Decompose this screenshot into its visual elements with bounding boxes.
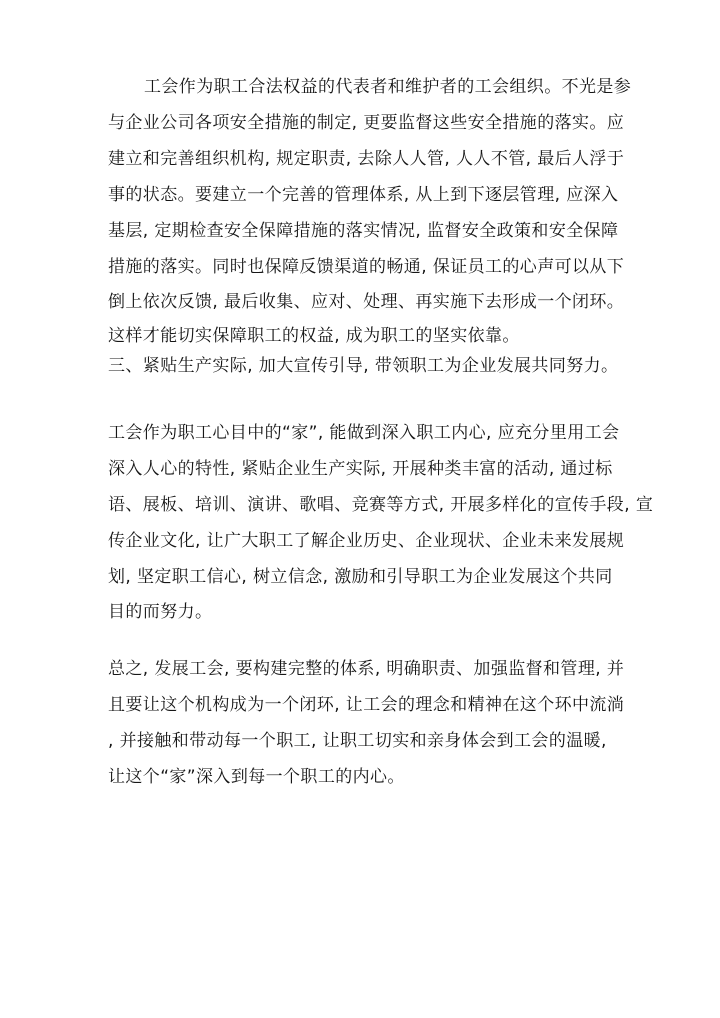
paragraph-1-line-3: 建立和完善组织机构, 规定职责, 去除人人管, 人人不管, 最后人浮于 — [108, 149, 625, 169]
paragraph-1-line-1: 工会作为职工合法权益的代表者和维护者的工会组织。不光是参 — [144, 77, 632, 97]
paragraph-1-line-5: 基层, 定期检查安全保障措施的落实情况, 监督安全政策和安全保障 — [108, 221, 619, 241]
paragraph-1-line-7: 倒上依次反馈, 最后收集、应对、处理、再实施下去形成一个闭环。 — [108, 292, 625, 312]
paragraph-3-line-2: 且要让这个机构成为一个闭环, 让工会的理念和精神在这个环中流淌 — [108, 695, 625, 715]
paragraph-2-line-1: 工会作为职工心目中的“家”, 能做到深入职工内心, 应充分里用工会 — [108, 423, 620, 443]
section-heading: 三、紧贴生产实际, 加大宣传引导, 带领职工为企业发展共同努力。 — [108, 356, 619, 376]
paragraph-2-line-6: 目的而努力。 — [108, 602, 213, 622]
paragraph-3-line-3: , 并接触和带动每一个职工, 让职工切实和亲身体会到工会的温暖, — [108, 731, 607, 751]
paragraph-1-line-2: 与企业公司各项安全措施的制定, 更要监督这些安全措施的落实。应 — [108, 113, 625, 133]
paragraph-2-line-2: 深入人心的特性, 紧贴企业生产实际, 开展种类丰富的活动, 通过标 — [108, 459, 613, 479]
paragraph-1-line-6: 措施的落实。同时也保障反馈渠道的畅通, 保证员工的心声可以从下 — [108, 257, 625, 277]
paragraph-1-line-8: 这样才能切实保障职工的权益, 成为职工的坚实依靠。 — [108, 326, 520, 346]
paragraph-2-line-4: 传企业文化, 让广大职工了解企业历史、企业现状、企业未来发展规 — [108, 531, 625, 551]
paragraph-3-line-4: 让这个“家”深入到每一个职工的内心。 — [108, 767, 405, 787]
paragraph-2-line-3: 语、展板、培训、演讲、歌唱、竞赛等方式, 开展多样化的宣传手段, 宣 — [108, 495, 654, 515]
paragraph-3-line-1: 总之, 发展工会, 要构建完整的体系, 明确职责、加强监督和管理, 并 — [108, 659, 625, 679]
paragraph-1-line-4: 事的状态。要建立一个完善的管理体系, 从上到下逐层管理, 应深入 — [108, 185, 619, 205]
paragraph-2-line-5: 划, 坚定职工信心, 树立信念, 激励和引导职工为企业发展这个共同 — [108, 567, 613, 587]
